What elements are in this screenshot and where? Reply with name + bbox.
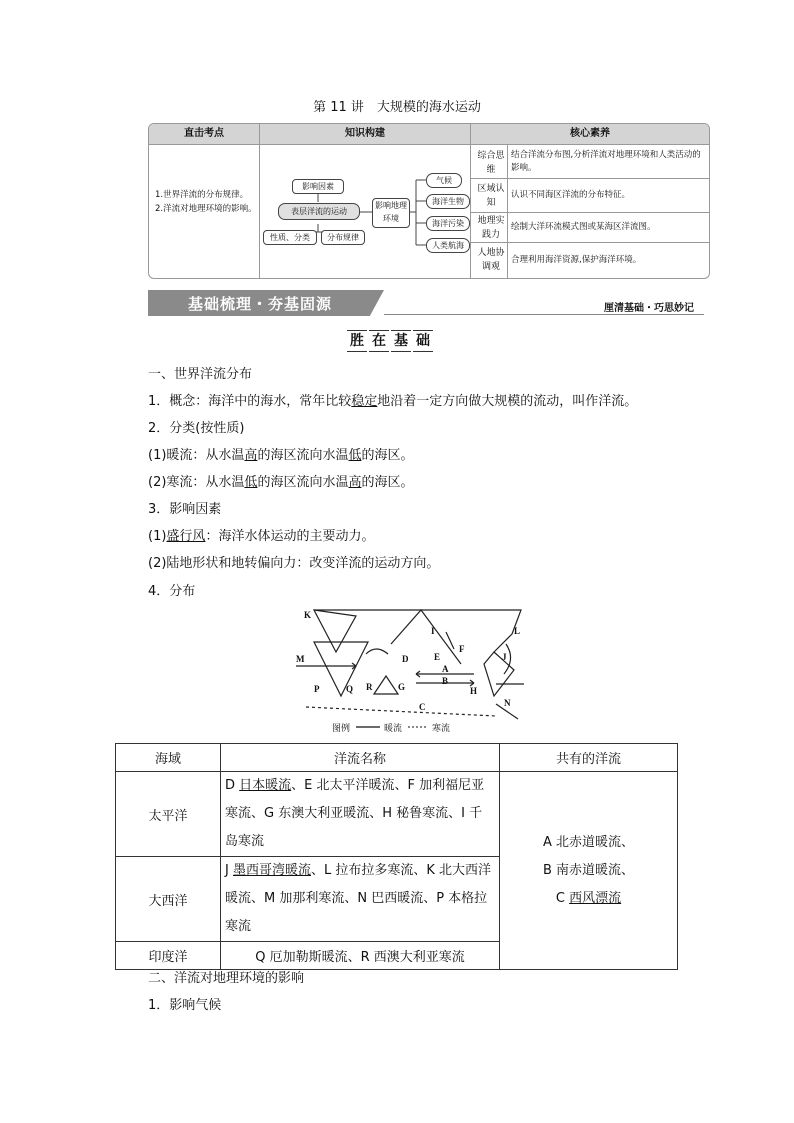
pacific-currents: D 日本暖流、E 北太平洋暖流、F 加利福尼亚寒流、G 东澳大利亚暖流、H 秘鲁寒流、I 千岛寒流 [221, 772, 500, 857]
legend-cold: 寒流 [432, 724, 451, 734]
classification-title: 2．分类(按性质) [148, 421, 245, 436]
factor-2: (2)陆地形状和地转偏向力：改变洋流的运动方向。 [148, 556, 440, 571]
banner-title: 基础梳理・夯基固源 [188, 295, 333, 313]
col-shared: 共有的洋流 [500, 744, 678, 772]
map-label-N: N [504, 698, 511, 708]
diagram-effect-navigation: 人类航海 [426, 238, 470, 253]
literacy-label-3: 地理实践力 [477, 216, 505, 240]
col-current-names: 洋流名称 [221, 744, 500, 772]
map-label-K: K [304, 610, 312, 620]
map-label-B: B [442, 676, 449, 686]
diagram-nature: 性质、分类 [263, 230, 317, 245]
map-label-P: P [314, 684, 320, 694]
map-label-M: M [296, 654, 305, 664]
literacy-text-2: 认识不同海区洋流的分布特征。 [511, 190, 631, 200]
literacy-text-3: 绘制大洋环流模式图或某海区洋流图。 [511, 222, 656, 232]
factor-1: (1)盛行风：海洋水体运动的主要动力。 [148, 529, 375, 544]
header-literacy: 核心素养 [471, 124, 709, 144]
key-point-1: 1.世界洋流的分布规律。 [155, 190, 249, 200]
map-label-D: D [402, 654, 409, 664]
literacy-label-4: 人地协调观 [477, 248, 505, 272]
literacy-label-1: 综合思维 [477, 151, 505, 175]
key-points [155, 188, 259, 216]
map-label-F: F [459, 644, 465, 654]
section1-heading: 一、世界洋流分布 [148, 367, 253, 382]
page-title: 第 11 讲 大规模的海水运动 [313, 100, 481, 115]
warm-current-def: (1)暖流：从水温高的海区流向水温低的海区。 [148, 448, 414, 463]
sub-heading: 胜 在 基 础 [347, 330, 467, 354]
currents-table [115, 743, 678, 970]
diagram-distribution: 分布规律 [321, 230, 365, 245]
concept: 1．概念：海洋中的海水，常年比较稳定地沿着一定方向做大规模的流动，叫作洋流。 [148, 394, 638, 409]
section2-heading: 二、洋流对地理环境的影响 [148, 971, 305, 986]
literacy-text-1: 结合洋流分布图,分析洋流对地理环境和人类活动的影响。 [511, 150, 701, 173]
overview-table [148, 123, 710, 279]
banner-motto: 厘清基础・巧思妙记 [604, 303, 694, 314]
literacy-text-4: 合理利用海洋资源,保护海洋环境。 [511, 255, 642, 265]
atlantic-currents: J 墨西哥湾暖流、L 拉布拉多寒流、K 北大西洋暖流、M 加那利寒流、N 巴西暖流、P 本格拉寒流 [221, 857, 500, 942]
factors-title: 3．影响因素 [148, 502, 222, 517]
shared-currents: A 北赤道暖流、 B 南赤道暖流、 C 西风漂流 [500, 772, 678, 970]
cold-current-def: (2)寒流：从水温低的海区流向水温高的海区。 [148, 475, 414, 490]
ocean-pacific: 太平洋 [116, 772, 221, 857]
map-label-L: L [514, 626, 521, 636]
legend-warm: 暖流 [384, 724, 403, 734]
literacy-label-2: 区域认知 [477, 184, 505, 208]
diagram-impact: 影响地理环境 [372, 198, 410, 228]
map-label-J: J [502, 652, 507, 662]
ocean-current-map [296, 604, 532, 736]
header-knowledge: 知识构建 [260, 124, 471, 144]
map-label-H: H [470, 686, 478, 696]
indian-currents: Q 厄加勒斯暖流、R 西澳大利亚寒流 [221, 942, 500, 970]
diagram-effect-marine-life: 海洋生物 [426, 194, 470, 209]
section-banner [148, 290, 708, 318]
key-point-2: 2.洋流对地理环境的影响。 [155, 204, 257, 214]
map-label-C: C [419, 702, 426, 712]
map-label-G: G [398, 682, 406, 692]
diagram-effect-climate: 气候 [426, 173, 462, 188]
map-label-E: E [434, 652, 441, 662]
header-key-points: 直击考点 [149, 124, 260, 144]
diagram-effect-pollution: 海洋污染 [426, 216, 470, 231]
distribution-title: 4．分布 [148, 584, 196, 599]
diagram-factor: 影响因素 [292, 179, 344, 194]
map-label-A: A [442, 664, 449, 674]
col-ocean: 海域 [116, 744, 221, 772]
section2-item1: 1．影响气候 [148, 998, 222, 1013]
map-label-Q: Q [346, 684, 354, 694]
ocean-indian: 印度洋 [116, 942, 221, 970]
ocean-atlantic: 大西洋 [116, 857, 221, 942]
legend-label: 图例 [332, 724, 351, 734]
map-label-R: R [366, 682, 373, 692]
diagram-center: 表层洋流的运动 [278, 203, 360, 220]
map-label-I: I [431, 626, 435, 636]
